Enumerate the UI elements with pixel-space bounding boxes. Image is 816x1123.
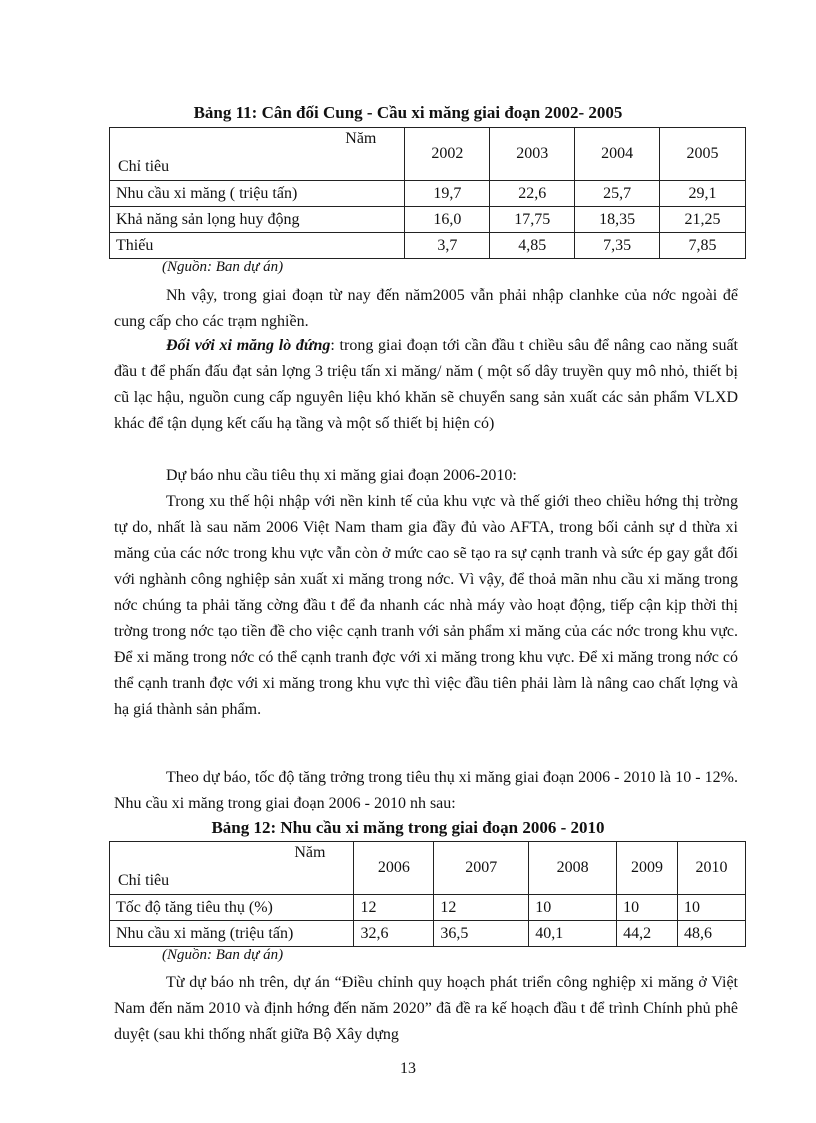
year-cell: 2007 [434,842,529,895]
header-year-label: Năm [294,844,326,861]
value-cell: 21,25 [660,207,746,233]
paragraph-1: Nh vậy, trong giai đoạn từ nay đến năm2005 vẫn phải nhập clanhke của nớc ngoài để cung cấp cho các trạm nghiền. [114,287,738,330]
value-cell: 19,7 [405,181,490,207]
value-cell: 10 [678,895,746,921]
year-cell: 2004 [575,128,660,181]
value-cell: 44,2 [617,921,678,947]
header-criteria-label: Chỉ tiêu [118,872,170,889]
value-cell: 4,85 [490,233,575,259]
table-row [110,181,746,207]
paragraph-6: Từ dự báo nh trên, dự án “Điều chỉnh quy hoạch phát triển công nghiệp xi măng ở Việt Nam đến năm 2010 và định hớng đến năm 2020” đã đề ra kế hoạch đầu t để trình Chính phủ phê duyệt (sau khi thống nhất giữa Bộ Xây dựng [114,974,738,1043]
year-cell: 2010 [678,842,746,895]
table-header-corner [110,842,354,895]
year-cell: 2006 [354,842,434,895]
value-cell: 32,6 [354,921,434,947]
table11 [109,127,746,259]
table12-source: (Nguồn: Ban dự án) [162,947,284,963]
value-cell: 12 [354,895,434,921]
value-cell: 16,0 [405,207,490,233]
table11-title: Bảng 11: Cân đối Cung - Cầu xi măng giai đoạn 2002- 2005 [193,103,623,122]
header-criteria-label: Chỉ tiêu [118,158,170,175]
table-row [110,895,746,921]
year-cell: 2003 [490,128,575,181]
table-row [110,921,746,947]
value-cell: 7,35 [575,233,660,259]
row-label: Thiếu [110,233,405,259]
table-header-row [110,842,746,895]
value-cell: 40,1 [529,921,617,947]
value-cell: 29,1 [660,181,746,207]
paragraph-2-heading: Đối với xi măng lò đứng [166,337,331,354]
value-cell: 17,75 [490,207,575,233]
paragraph-2 [114,333,738,437]
value-cell: 10 [617,895,678,921]
value-cell: 25,7 [575,181,660,207]
table12-title: Bảng 12: Nhu cầu xi măng trong giai đoạn 2006 - 2010 [211,818,605,837]
year-cell: 2005 [660,128,746,181]
header-year-label: Năm [345,130,377,147]
value-cell: 22,6 [490,181,575,207]
value-cell: 7,85 [660,233,746,259]
table-header-row [110,128,746,181]
page-number: 13 [400,1060,416,1077]
paragraph-3: Dự báo nhu cầu tiêu thụ xi măng giai đoạn 2006-2010: [166,467,517,484]
paragraph-5: Theo dự báo, tốc độ tăng trởng trong tiêu thụ xi măng giai đoạn 2006 - 2010 là 10 - 12%. Nhu cầu xi măng trong giai đoạn 2006 - 2010 nh sau: [114,769,738,812]
table-row [110,233,746,259]
table12 [109,841,746,947]
row-label: Nhu cầu xi măng (triệu tấn) [110,921,354,947]
value-cell: 36,5 [434,921,529,947]
paragraph-2-body: : trong giai đoạn tới cần đầu t chiều sâu để nâng cao năng suất đầu t để phấn đấu đạt sản lợng 3 triệu tấn xi măng/ năm ( một số dây truyền quy mô nhỏ, thiết bị cũ lạc hậu, nguồn cung cấp nguyên liệu khó khăn sẽ chuyển sang sản xuất các sản phẩm VLXD khác để tận dụng kết cấu hạ tầng và một số thiết bị hiện có) [114,337,739,432]
table-header-corner [110,128,405,181]
value-cell: 18,35 [575,207,660,233]
year-cell: 2002 [405,128,490,181]
paragraph-4: Trong xu thế hội nhập với nền kinh tế của khu vực và thế giới theo chiều hớng thị trờng tự do, nhất là sau năm 2006 Việt Nam tham gia đầy đủ vào AFTA, trong bối cảnh sự d thừa xi măng của các nớc trong khu vực vẫn còn ở mức cao sẽ tạo ra sự cạnh tranh và sức ép gay gắt đối với nghành công nghiệp sản xuất xi măng trong nớc. Vì vậy, để thoả mãn nhu cầu xi măng trong nớc chúng ta phải tăng cờng đầu t để đa nhanh các nhà máy vào hoạt động, tiếp cận kịp thời thị trờng trong nớc tạo tiền đề cho việc cạnh tranh với sản phẩm xi măng của các nớc trong khu vực. Để xi măng trong nớc có thể cạnh tranh đợc với xi măng trong khu vực. Để xi măng trong nớc có thể cạnh tranh đợc với xi măng trong khu vực thì việc đầu tiên phải làm là nâng cao chất lợng và hạ giá thành sản phẩm. [114,493,738,718]
year-cell: 2009 [617,842,678,895]
value-cell: 10 [529,895,617,921]
value-cell: 12 [434,895,529,921]
table-row [110,207,746,233]
year-cell: 2008 [529,842,617,895]
row-label: Khả năng sản lọng huy động [110,207,405,233]
value-cell: 3,7 [405,233,490,259]
row-label: Tốc độ tăng tiêu thụ (%) [110,895,354,921]
value-cell: 48,6 [678,921,746,947]
row-label: Nhu cầu xi măng ( triệu tấn) [110,181,405,207]
table11-source: (Nguồn: Ban dự án) [162,259,284,275]
